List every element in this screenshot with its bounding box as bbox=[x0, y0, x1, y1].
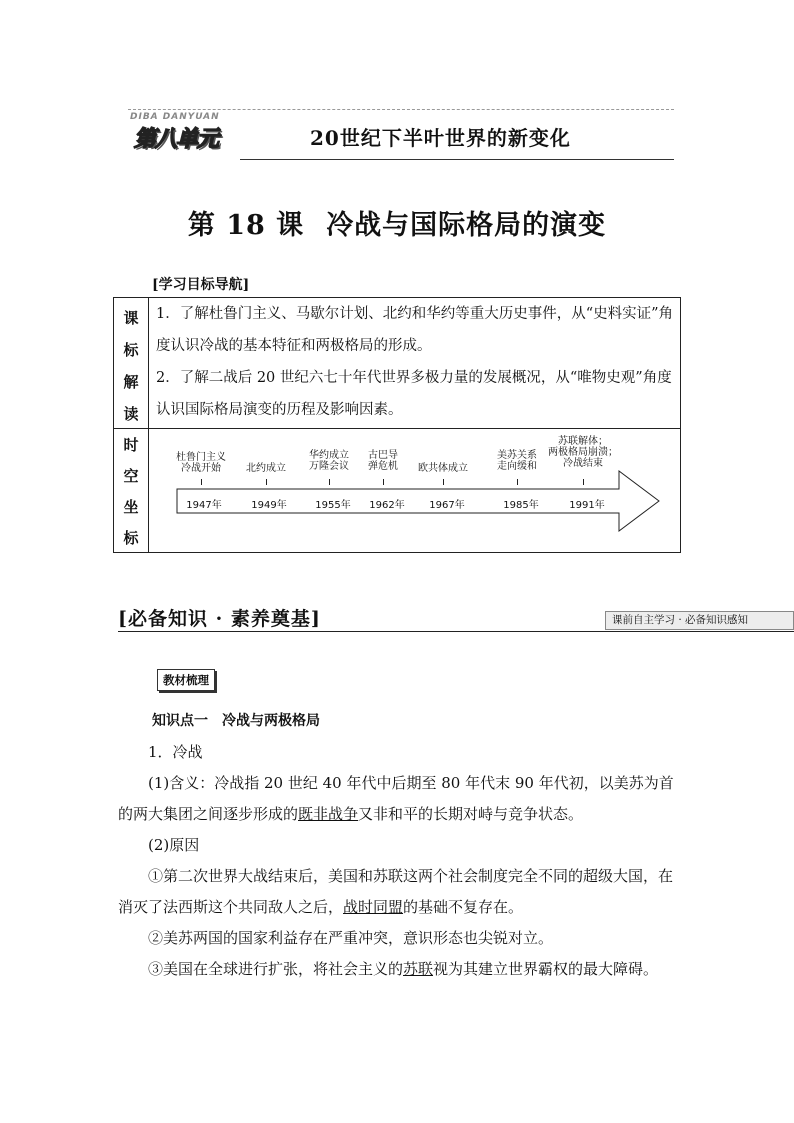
timeline-event: 杜鲁门主义 冷战开始 bbox=[176, 452, 226, 474]
learning-goal-table bbox=[113, 297, 681, 553]
paragraph-cause-3: ③美国在全球进行扩张，将社会主义的苏联视为其建立世界霸权的最大障碍。 bbox=[148, 960, 659, 978]
material-tag: 教材梳理 bbox=[157, 669, 215, 691]
lesson-name: 冷战与国际格局的演变 bbox=[326, 210, 607, 241]
timeline-year: 1985年 bbox=[503, 500, 539, 511]
timeline-year: 1962年 bbox=[369, 500, 405, 511]
section-title: [必备知识 · 素养奠基] bbox=[118, 608, 321, 630]
learning-goal-nav-title: [学习目标导航] bbox=[152, 277, 250, 293]
unit-header bbox=[120, 104, 674, 160]
spacetime-head: 时 空 坐 标 bbox=[123, 436, 139, 547]
timeline-year: 1967年 bbox=[429, 500, 465, 511]
subheading-causes: (2)原因 bbox=[148, 836, 200, 854]
paragraph-cause-1: ①第二次世界大战结束后，美国和苏联这两个社会制度完全不同的超级大国，在消灭了法西斯这个共同敌人之后，战时同盟的基础不复存在。 bbox=[118, 867, 674, 916]
curriculum-text bbox=[156, 298, 674, 426]
unit-pinyin: DIBA DANYUAN bbox=[130, 112, 220, 122]
timeline-event: 华约成立 万隆会议 bbox=[309, 450, 349, 472]
underlined-answer: 战时同盟 bbox=[343, 898, 404, 916]
timeline-event: 北约成立 bbox=[246, 463, 286, 474]
goal-item-2: 2．了解二战后 20 世纪六七十年代世界多极力量的发展概况，从“唯物史观”角度认识国际格局演变的历程及影响因素。 bbox=[156, 370, 672, 418]
paragraph-cause-2: ②美苏两国的国家利益存在严重冲突，意识形态也尖锐对立。 bbox=[148, 929, 554, 947]
timeline-event: 美苏关系 走向缓和 bbox=[497, 450, 537, 472]
underlined-answer: 苏联 bbox=[403, 960, 434, 978]
subheading-cold-war: 1．冷战 bbox=[148, 743, 203, 761]
timeline-year: 1955年 bbox=[315, 500, 351, 511]
timeline-year: 1947年 bbox=[186, 500, 222, 511]
body-text bbox=[118, 706, 683, 985]
paragraph-definition: (1)含义：冷战指 20 世纪 40 年代中后期至 80 年代末 90 年代初，以美苏为首的两大集团之间逐步形成的既非战争又非和平的长期对峙与竞争状态。 bbox=[118, 774, 674, 823]
timeline-event: 欧共体成立 bbox=[418, 463, 468, 474]
section-tag: 课前自主学习 · 必备知识感知 bbox=[605, 611, 794, 630]
underlined-answer: 既非战争 bbox=[298, 805, 359, 823]
header-underline bbox=[240, 159, 674, 160]
lesson-number: 第 18 课 bbox=[187, 210, 305, 241]
unit-badge: 第八单元 bbox=[134, 127, 219, 152]
unit-title: 20世纪下半叶世界的新变化 bbox=[310, 126, 571, 150]
timeline-year: 1949年 bbox=[251, 500, 287, 511]
lesson-title bbox=[0, 203, 794, 242]
goal-item-1: 1．了解杜鲁门主义、马歇尔计划、北约和华约等重大历史事件，从“史料实证”角度认识冷战的基本特征和两极格局的形成。 bbox=[156, 306, 674, 354]
timeline-event: 古巴导 弹危机 bbox=[368, 450, 398, 472]
timeline bbox=[149, 429, 680, 552]
section-divider bbox=[118, 631, 794, 632]
knowledge-point-title: 知识点一 冷战与两极格局 bbox=[152, 713, 320, 729]
curriculum-head: 课 标 解 读 bbox=[123, 309, 139, 423]
timeline-event: 苏联解体； 两极格局崩溃； 冷战结束 bbox=[548, 436, 618, 469]
timeline-year: 1991年 bbox=[569, 500, 605, 511]
header-dashed-line bbox=[128, 109, 674, 110]
